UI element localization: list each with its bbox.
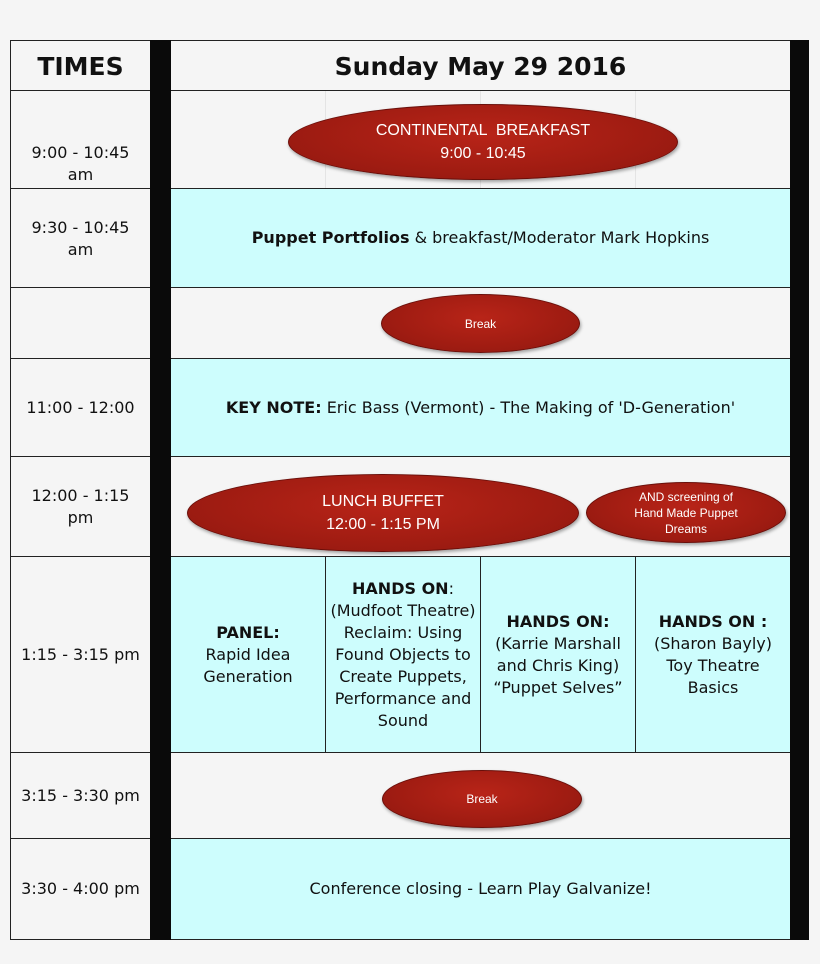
break-oval [381, 294, 580, 353]
break-oval [382, 770, 582, 828]
oval-line: AND screening of [638, 489, 734, 504]
session-detail: (Sharon Bayly) Toy Theatre Basics [654, 633, 772, 697]
session-title: PANEL: [216, 622, 280, 642]
time-label: 1:15 - 3:15 pm [21, 644, 140, 664]
oval-time: 12:00 - 1:15 PM [326, 516, 440, 533]
screening-oval [586, 482, 786, 543]
time-cell [12, 457, 149, 556]
session-karrie-chris [481, 557, 635, 752]
session-title: HANDS ON: [506, 611, 610, 631]
event-detail: & breakfast/Moderator Mark Hopkins [409, 228, 710, 247]
time-label: 12:00 - 1:15 pm [31, 485, 130, 527]
right-divider-bar [790, 40, 809, 940]
time-cell [12, 753, 149, 838]
time-cell [12, 288, 149, 358]
session-title: HANDS ON : [658, 611, 768, 631]
time-cell [12, 189, 149, 287]
time-cell [12, 91, 149, 188]
time-cell [12, 839, 149, 939]
session-panel [171, 557, 325, 752]
event-puppet-portfolios [171, 189, 790, 287]
session-sharon-bayly [636, 557, 790, 752]
event-detail: Conference closing - Learn Play Galvanize! [309, 879, 652, 898]
session-detail: : (Mudfoot Theatre) Reclaim: Using Found Objects to Create Puppets, Performance and Sound [330, 578, 476, 730]
time-cell [12, 557, 149, 752]
session-mudfoot [326, 557, 480, 752]
time-label: 3:30 - 4:00 pm [21, 879, 140, 898]
time-label: 11:00 - 12:00 [26, 397, 135, 417]
time-label: 9:30 - 10:45 am [31, 218, 130, 259]
session-detail: Rapid Idea Generation [203, 644, 293, 686]
column-divider [635, 556, 636, 753]
event-title: Puppet Portfolios [251, 228, 410, 247]
session-title: HANDS ON [352, 578, 449, 598]
oval-title: Break [464, 316, 497, 331]
date-header: Sunday May 29 2016 [334, 51, 627, 81]
continental-breakfast-oval [288, 104, 678, 180]
times-header: TIMES [37, 51, 124, 81]
left-divider-bar [150, 40, 171, 940]
event-closing [171, 839, 790, 939]
oval-line: Dreams [664, 521, 707, 536]
session-detail: (Karrie Marshall and Chris King) “Puppet Selves” [493, 633, 623, 697]
time-label: 3:15 - 3:30 pm [21, 785, 140, 805]
time-cell [12, 359, 149, 456]
column-divider [325, 556, 326, 753]
oval-line: Hand Made Puppet [634, 505, 738, 520]
event-keynote [171, 359, 790, 456]
event-detail: Eric Bass (Vermont) - The Making of 'D-Generation' [321, 397, 736, 417]
oval-title: LUNCH BUFFET [322, 493, 444, 510]
time-label: 9:00 - 10:45 am [31, 143, 130, 184]
oval-title: CONTINENTAL BREAKFAST [375, 122, 591, 139]
column-divider [480, 556, 481, 753]
event-title: KEY NOTE: [225, 397, 322, 417]
oval-time: 9:00 - 10:45 [440, 145, 526, 162]
lunch-buffet-oval [187, 474, 579, 552]
oval-title: Break [466, 792, 498, 806]
